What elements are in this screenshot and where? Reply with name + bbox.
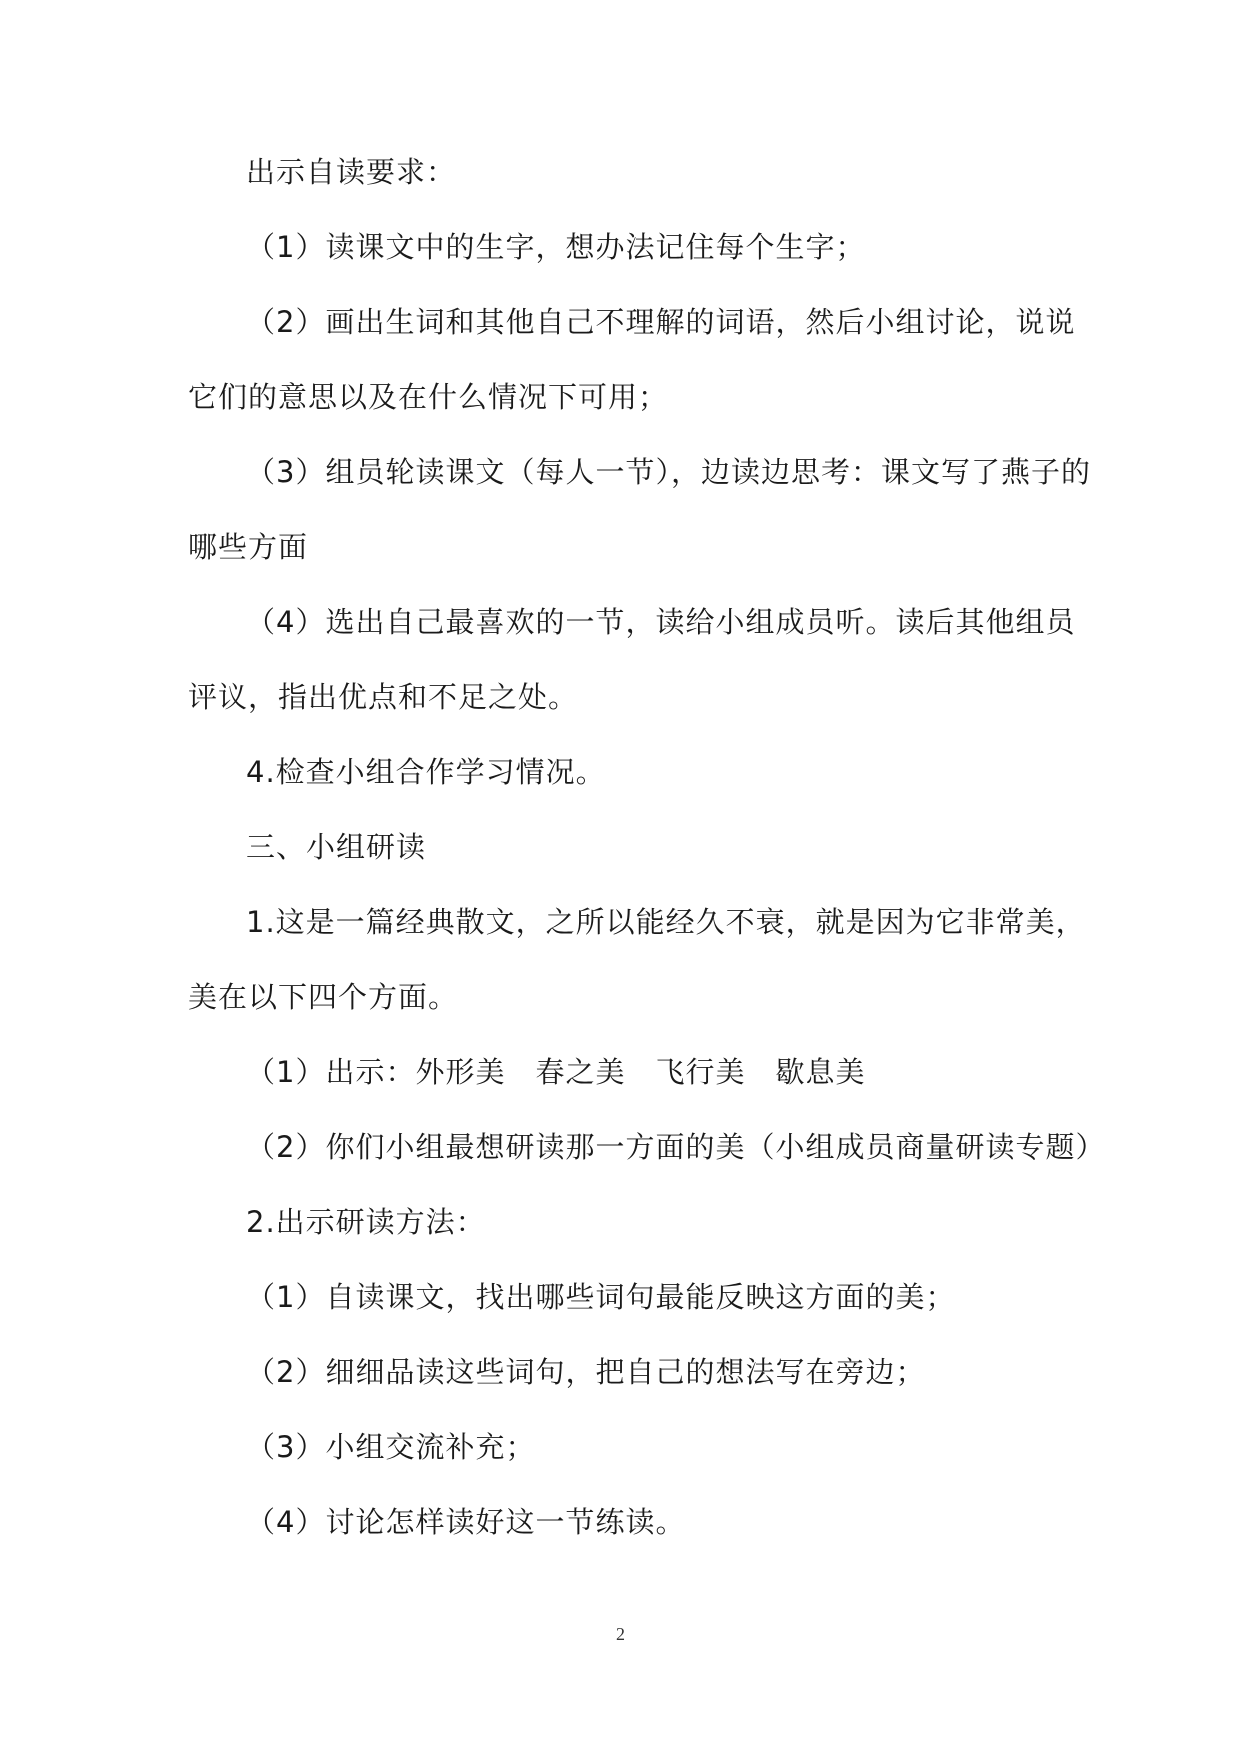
paragraph-line: （2）细细品读这些词句，把自己的想法写在旁边； — [246, 1355, 926, 1389]
paragraph-line: 它们的意思以及在什么情况下可用； — [188, 380, 669, 414]
paragraph-line: （1）自读课文，找出哪些词句最能反映这方面的美； — [246, 1280, 956, 1314]
paragraph-line: 1.这是一篇经典散文，之所以能经久不衰，就是因为它非常美， — [246, 905, 1086, 939]
paragraph-line: 评议，指出优点和不足之处。 — [188, 680, 579, 714]
paragraph-line: 4.检查小组合作学习情况。 — [246, 755, 606, 789]
paragraph-line: （1）读课文中的生字，想办法记住每个生字； — [246, 230, 866, 264]
paragraph-line: 美在以下四个方面。 — [188, 980, 459, 1014]
paragraph-line: （2）画出生词和其他自己不理解的词语，然后小组讨论，说说 — [246, 305, 1076, 339]
paragraph-line: （4）选出自己最喜欢的一节，读给小组成员听。读后其他组员 — [246, 605, 1076, 639]
page-number: 2 — [616, 1624, 625, 1644]
paragraph-line: 2.出示研读方法： — [246, 1205, 486, 1239]
paragraph-line: （2）你们小组最想研读那一方面的美（小组成员商量研读专题） — [246, 1130, 1106, 1164]
paragraph-line: （1）出示：外形美 春之美 飞行美 歇息美 — [246, 1055, 866, 1089]
paragraph-line: （3）组员轮读课文（每人一节），边读边思考：课文写了燕子的 — [246, 455, 1091, 489]
paragraph-line: （3）小组交流补充； — [246, 1430, 536, 1464]
paragraph-line: （4）讨论怎样读好这一节练读。 — [246, 1505, 686, 1539]
section-heading: 三、小组研读 — [246, 830, 427, 864]
paragraph-line: 出示自读要求： — [246, 155, 457, 189]
paragraph-line: 哪些方面 — [188, 530, 309, 564]
